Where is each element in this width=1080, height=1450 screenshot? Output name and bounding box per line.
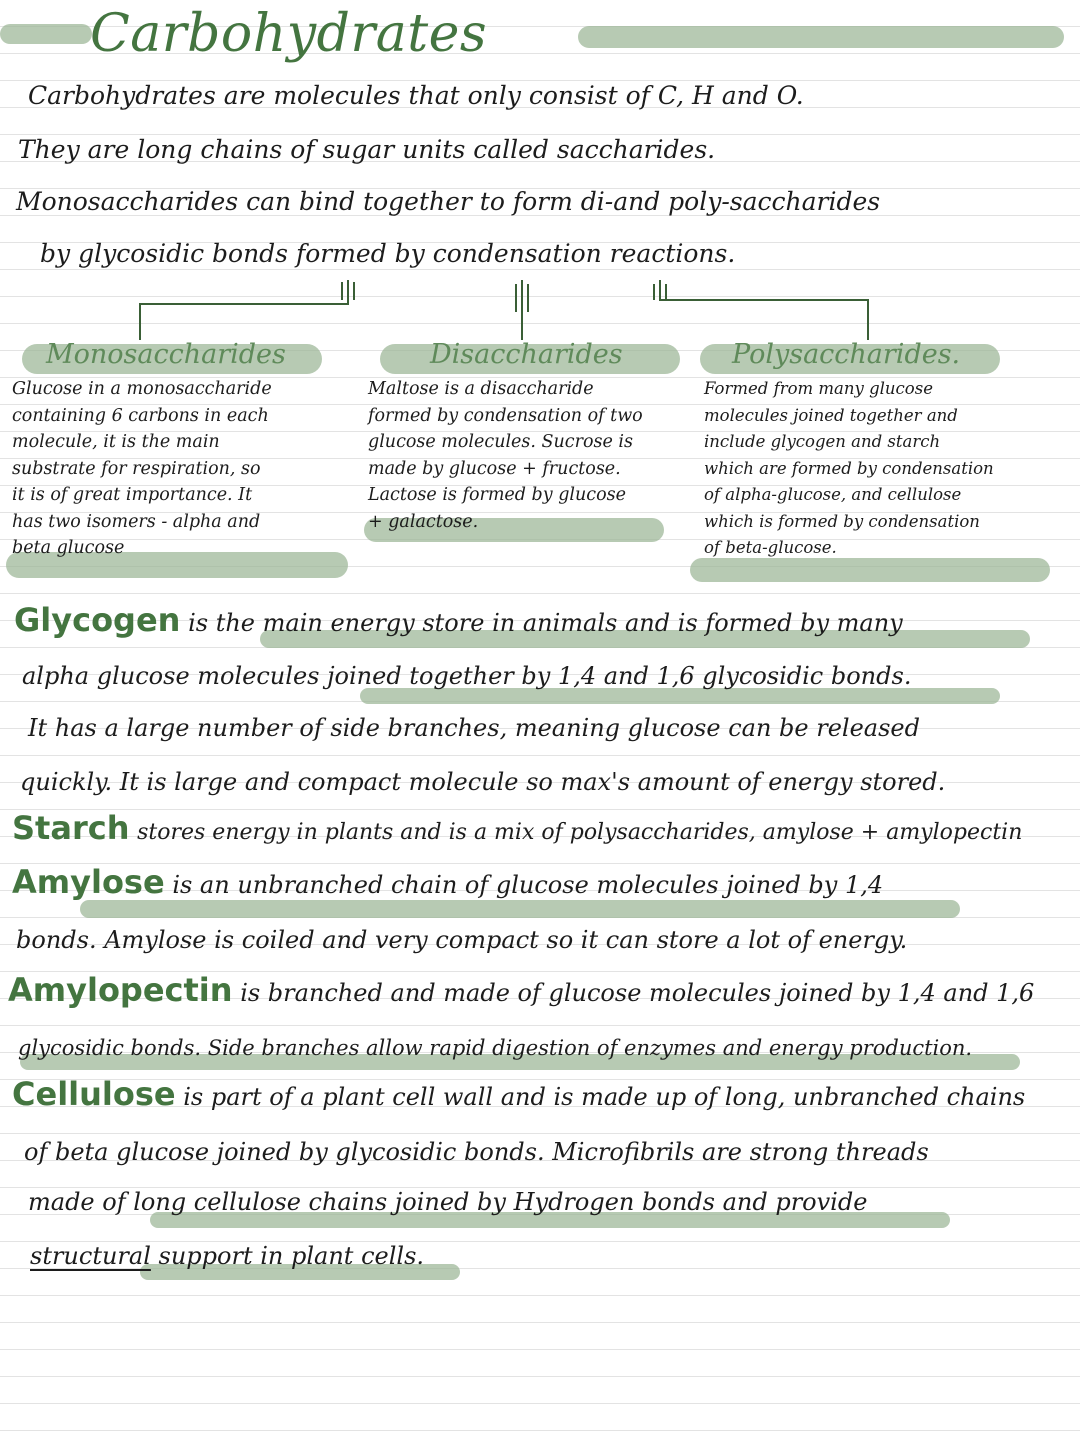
cellulose-text-1: is part of a plant cell wall and is made up of long, unbranched chains bbox=[183, 1083, 1026, 1111]
polysaccharides-line-5: of alpha-glucose, and cellulose bbox=[704, 485, 962, 504]
starch-line-1 bbox=[12, 809, 1023, 849]
glycogen-line-4: quickly. It is large and compact molecule so max's amount of energy stored. bbox=[20, 768, 946, 796]
disaccharides-line-2: formed by condensation of two bbox=[368, 405, 643, 426]
monosaccharides-line-4: substrate for respiration, so bbox=[12, 458, 261, 479]
cellulose-line-3: made of long cellulose chains joined by Hydrogen bonds and provide bbox=[28, 1188, 868, 1216]
monosaccharides-line-2: containing 6 carbons in each bbox=[12, 405, 269, 426]
monosaccharides-line-1: Glucose in a monosaccharide bbox=[12, 379, 272, 399]
cellulose-line-1 bbox=[12, 1075, 1026, 1113]
polysaccharides-line-6: which is formed by condensation bbox=[704, 511, 980, 531]
cellulose-term: Cellulose bbox=[12, 1075, 176, 1113]
title-highlight-right bbox=[578, 26, 1064, 48]
monosaccharides-line-3: molecule, it is the main bbox=[12, 432, 220, 452]
monosaccharides-line-7: beta glucose bbox=[12, 538, 125, 558]
disaccharides-text bbox=[368, 376, 643, 535]
page-title: Carbohydrates bbox=[90, 4, 488, 64]
intro-line-4: by glycosidic bonds formed by condensation reactions. bbox=[40, 239, 736, 268]
cellulose-text-4: support in plant cells. bbox=[158, 1242, 425, 1270]
disaccharides-heading: Disaccharides bbox=[430, 339, 623, 370]
amylose-text-1: is an unbranched chain of glucose molecules joined by 1,4 bbox=[172, 871, 884, 899]
amylose-line-2: bonds. Amylose is coiled and very compact so it can store a lot of energy. bbox=[16, 926, 908, 954]
polysaccharides-line-7: of beta-glucose. bbox=[704, 538, 837, 557]
polysaccharides-line-4: which are formed by condensation bbox=[704, 458, 994, 478]
starch-term: Starch bbox=[12, 809, 130, 847]
starch-text-1: stores energy in plants and is a mix of polysaccharides, amylose + amylopectin bbox=[137, 820, 1023, 845]
polysaccharides-line-1: Formed from many glucose bbox=[704, 379, 933, 398]
polysaccharides-line-3: include glycogen and starch bbox=[704, 432, 941, 451]
monosaccharides-text bbox=[12, 376, 272, 562]
connector-mid-mark bbox=[516, 284, 528, 312]
amylopectin-line-1 bbox=[8, 971, 1035, 1009]
glycogen-line-1 bbox=[14, 601, 903, 639]
connector-left-mark bbox=[342, 282, 354, 300]
intro-line-1: Carbohydrates are molecules that only consist of C, H and O. bbox=[28, 81, 804, 110]
disaccharides-line-4: made by glucose + fructose. bbox=[368, 458, 621, 479]
monosaccharides-heading: Monosaccharides bbox=[46, 339, 286, 370]
connector-left bbox=[140, 280, 348, 340]
polysaccharides-text bbox=[704, 376, 994, 562]
connector-right bbox=[660, 280, 868, 340]
amylopectin-line-2: glycosidic bonds. Side branches allow rapid digestion of enzymes and energy production. bbox=[18, 1036, 973, 1060]
polysaccharides-heading: Polysaccharides. bbox=[732, 339, 961, 370]
intro-line-3: Monosaccharides can bind together to form di-and poly-saccharides bbox=[16, 187, 881, 216]
text-highlight-3 bbox=[80, 900, 960, 918]
cellulose-line-2: of beta glucose joined by glycosidic bonds. Microfibrils are strong threads bbox=[24, 1138, 929, 1166]
amylopectin-text-1: is branched and made of glucose molecules joined by 1,4 and 1,6 bbox=[240, 979, 1035, 1007]
glycogen-text-1: is the main energy store in animals and is formed by many bbox=[188, 609, 903, 637]
cellulose-line-4 bbox=[30, 1240, 424, 1272]
structural-word: structural bbox=[30, 1242, 151, 1270]
monosaccharides-line-5: it is of great importance. It bbox=[12, 485, 253, 505]
column-bottom-highlight-right bbox=[690, 558, 1050, 582]
monosaccharides-line-6: has two isomers - alpha and bbox=[12, 511, 261, 532]
glycogen-line-2: alpha glucose molecules joined together by 1,4 and 1,6 glycosidic bonds. bbox=[22, 662, 912, 690]
polysaccharides-line-2: molecules joined together and bbox=[704, 405, 958, 425]
amylose-line-1 bbox=[12, 863, 884, 901]
connector-right-mark bbox=[654, 284, 666, 300]
amylose-term: Amylose bbox=[12, 863, 165, 901]
glycogen-term: Glycogen bbox=[14, 601, 181, 639]
disaccharides-line-6: + galactose. bbox=[368, 511, 479, 532]
disaccharides-line-1: Maltose is a disaccharide bbox=[368, 379, 594, 399]
title-highlight bbox=[0, 24, 92, 44]
glycogen-line-3: It has a large number of side branches, meaning glucose can be released bbox=[28, 714, 920, 742]
amylopectin-term: Amylopectin bbox=[8, 971, 233, 1009]
disaccharides-line-3: glucose molecules. Sucrose is bbox=[368, 432, 633, 452]
disaccharides-line-5: Lactose is formed by glucose bbox=[368, 485, 626, 505]
intro-line-2: They are long chains of sugar units called saccharides. bbox=[18, 135, 716, 164]
